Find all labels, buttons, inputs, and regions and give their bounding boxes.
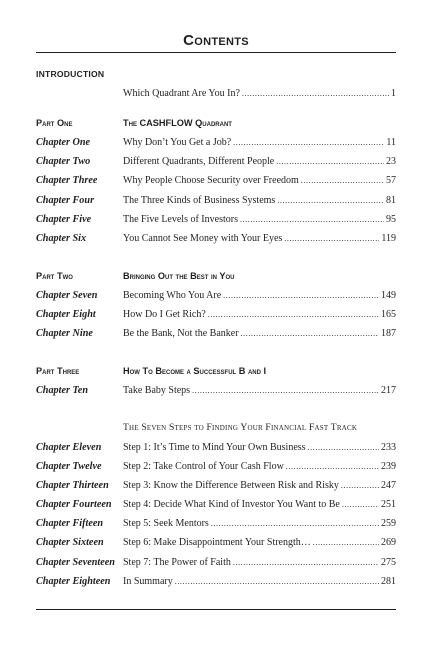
entry-title: Step 3: Know the Difference Between Risk and Risky bbox=[123, 480, 339, 491]
entry-title: In Summary bbox=[123, 576, 173, 587]
entry-title: Take Baby Steps bbox=[123, 385, 191, 396]
section-subheading: The Seven Steps to Finding Your Financial Fast Track bbox=[123, 422, 358, 433]
chapter-label: Chapter Thirteen bbox=[36, 480, 109, 491]
chapter-label: Chapter Six bbox=[36, 233, 87, 244]
entry-title: Step 1: It’s Time to Mind Your Own Business bbox=[123, 442, 306, 453]
leader-dots bbox=[301, 174, 384, 188]
chapter-label: Chapter Two bbox=[36, 156, 91, 167]
leader-dots bbox=[241, 327, 379, 341]
leader-dots bbox=[286, 460, 379, 474]
chapter-label: Chapter Three bbox=[36, 175, 98, 186]
entry-title: How Do I Get Rich? bbox=[123, 309, 206, 320]
leader-dots bbox=[233, 556, 379, 570]
toc-entry[interactable] bbox=[36, 460, 396, 474]
entry-title: Step 2: Take Control of Your Cash Flow bbox=[123, 461, 284, 472]
page-number: 165 bbox=[381, 309, 396, 320]
part-heading: How To Become a Successful B and I bbox=[123, 366, 267, 376]
bottom-rule bbox=[36, 609, 396, 610]
section-subheading-row bbox=[36, 421, 396, 435]
part-heading-row bbox=[36, 364, 396, 378]
chapter-label: Chapter Fourteen bbox=[36, 499, 112, 510]
toc-entry[interactable] bbox=[36, 327, 396, 341]
chapter-label: Chapter One bbox=[36, 137, 91, 148]
page-title: Contents bbox=[183, 32, 249, 49]
page-number: 149 bbox=[381, 290, 396, 301]
chapter-label: Chapter Eleven bbox=[36, 442, 102, 453]
leader-dots bbox=[284, 232, 379, 246]
page-number: 187 bbox=[381, 328, 396, 339]
entry-title: Becoming Who You Are bbox=[123, 290, 222, 301]
toc-entry[interactable] bbox=[36, 136, 396, 150]
entry-title: The Five Levels of Investors bbox=[123, 214, 238, 225]
chapter-label: Chapter Ten bbox=[36, 385, 88, 396]
page-number: 217 bbox=[381, 385, 396, 396]
entry-title: Step 6: Make Disappointment Your Strength… bbox=[123, 537, 311, 548]
page-number: 81 bbox=[386, 195, 396, 206]
toc-entry[interactable] bbox=[36, 87, 396, 101]
page-number: 233 bbox=[381, 442, 396, 453]
chapter-label: Chapter Nine bbox=[36, 328, 93, 339]
top-rule bbox=[36, 52, 396, 53]
leader-dots bbox=[342, 498, 379, 512]
chapter-label: Chapter Fifteen bbox=[36, 518, 104, 529]
toc-entry[interactable] bbox=[36, 155, 396, 169]
toc-entry[interactable] bbox=[36, 575, 396, 589]
leader-dots bbox=[313, 536, 379, 550]
part-label: Part One bbox=[36, 118, 73, 128]
entry-title: Why People Choose Security over Freedom bbox=[123, 175, 299, 186]
toc-entry[interactable] bbox=[36, 213, 396, 227]
leader-dots bbox=[308, 441, 379, 455]
toc-entry[interactable] bbox=[36, 441, 396, 455]
entry-title: Step 5: Seek Mentors bbox=[123, 518, 209, 529]
entry-title: Step 7: The Power of Faith bbox=[123, 557, 231, 568]
toc-entry[interactable] bbox=[36, 384, 396, 398]
toc-entry[interactable] bbox=[36, 232, 396, 246]
page-number: 95 bbox=[386, 214, 396, 225]
page-number: 269 bbox=[381, 537, 396, 548]
entry-title: Which Quadrant Are You In? bbox=[123, 88, 240, 99]
page-number: 281 bbox=[381, 576, 396, 587]
leader-dots bbox=[208, 308, 379, 322]
chapter-label: Chapter Five bbox=[36, 214, 92, 225]
chapter-label: Chapter Four bbox=[36, 195, 95, 206]
chapter-label: Chapter Twelve bbox=[36, 461, 102, 472]
page-number: 247 bbox=[381, 480, 396, 491]
page-number: 119 bbox=[381, 233, 396, 244]
page-number: 11 bbox=[386, 137, 396, 148]
leader-dots bbox=[223, 289, 379, 303]
toc-entry[interactable] bbox=[36, 517, 396, 531]
toc-entry[interactable] bbox=[36, 289, 396, 303]
entry-title: Be the Bank, Not the Banker bbox=[123, 328, 239, 339]
entry-title: Different Quadrants, Different People bbox=[123, 156, 275, 167]
part-heading-row bbox=[36, 269, 396, 283]
part-label: Part Three bbox=[36, 366, 80, 376]
page-number: 251 bbox=[381, 499, 396, 510]
toc-entry[interactable] bbox=[36, 498, 396, 512]
leader-dots bbox=[341, 479, 379, 493]
chapter-label: Chapter Sixteen bbox=[36, 537, 104, 548]
introduction-heading-row bbox=[36, 67, 396, 81]
leader-dots bbox=[175, 575, 379, 589]
part-heading-row bbox=[36, 116, 396, 130]
part-label: Part Two bbox=[36, 271, 73, 281]
toc-entry[interactable] bbox=[36, 174, 396, 188]
toc-entry[interactable] bbox=[36, 479, 396, 493]
leader-dots bbox=[192, 384, 379, 398]
leader-dots bbox=[276, 155, 384, 169]
chapter-label: Chapter Eight bbox=[36, 309, 96, 320]
part-heading: Bringing Out the Best in You bbox=[123, 271, 235, 281]
leader-dots bbox=[233, 136, 384, 150]
page-number: 57 bbox=[386, 175, 396, 186]
part-heading: The CASHFLOW Quadrant bbox=[123, 118, 232, 128]
chapter-label: Chapter Seventeen bbox=[36, 557, 115, 568]
chapter-label: Chapter Eighteen bbox=[36, 576, 111, 587]
toc-entry[interactable] bbox=[36, 308, 396, 322]
chapter-label: Chapter Seven bbox=[36, 290, 98, 301]
leader-dots bbox=[277, 194, 384, 208]
leader-dots bbox=[240, 213, 384, 227]
entry-title: The Three Kinds of Business Systems bbox=[123, 195, 276, 206]
page-number: 239 bbox=[381, 461, 396, 472]
page-number: 275 bbox=[381, 557, 396, 568]
toc-entry[interactable] bbox=[36, 536, 396, 550]
page-number: 23 bbox=[386, 156, 396, 167]
introduction-label: INTRODUCTION bbox=[36, 69, 105, 79]
page-number: 1 bbox=[391, 88, 396, 99]
entry-title: You Cannot See Money with Your Eyes bbox=[123, 233, 283, 244]
leader-dots bbox=[242, 87, 389, 101]
page-number: 259 bbox=[381, 518, 396, 529]
entry-title: Step 4: Decide What Kind of Investor You Want to Be bbox=[123, 499, 340, 510]
leader-dots bbox=[211, 517, 379, 531]
toc-entry[interactable] bbox=[36, 556, 396, 570]
entry-title: Why Don’t You Get a Job? bbox=[123, 137, 232, 148]
toc-entry[interactable] bbox=[36, 194, 396, 208]
